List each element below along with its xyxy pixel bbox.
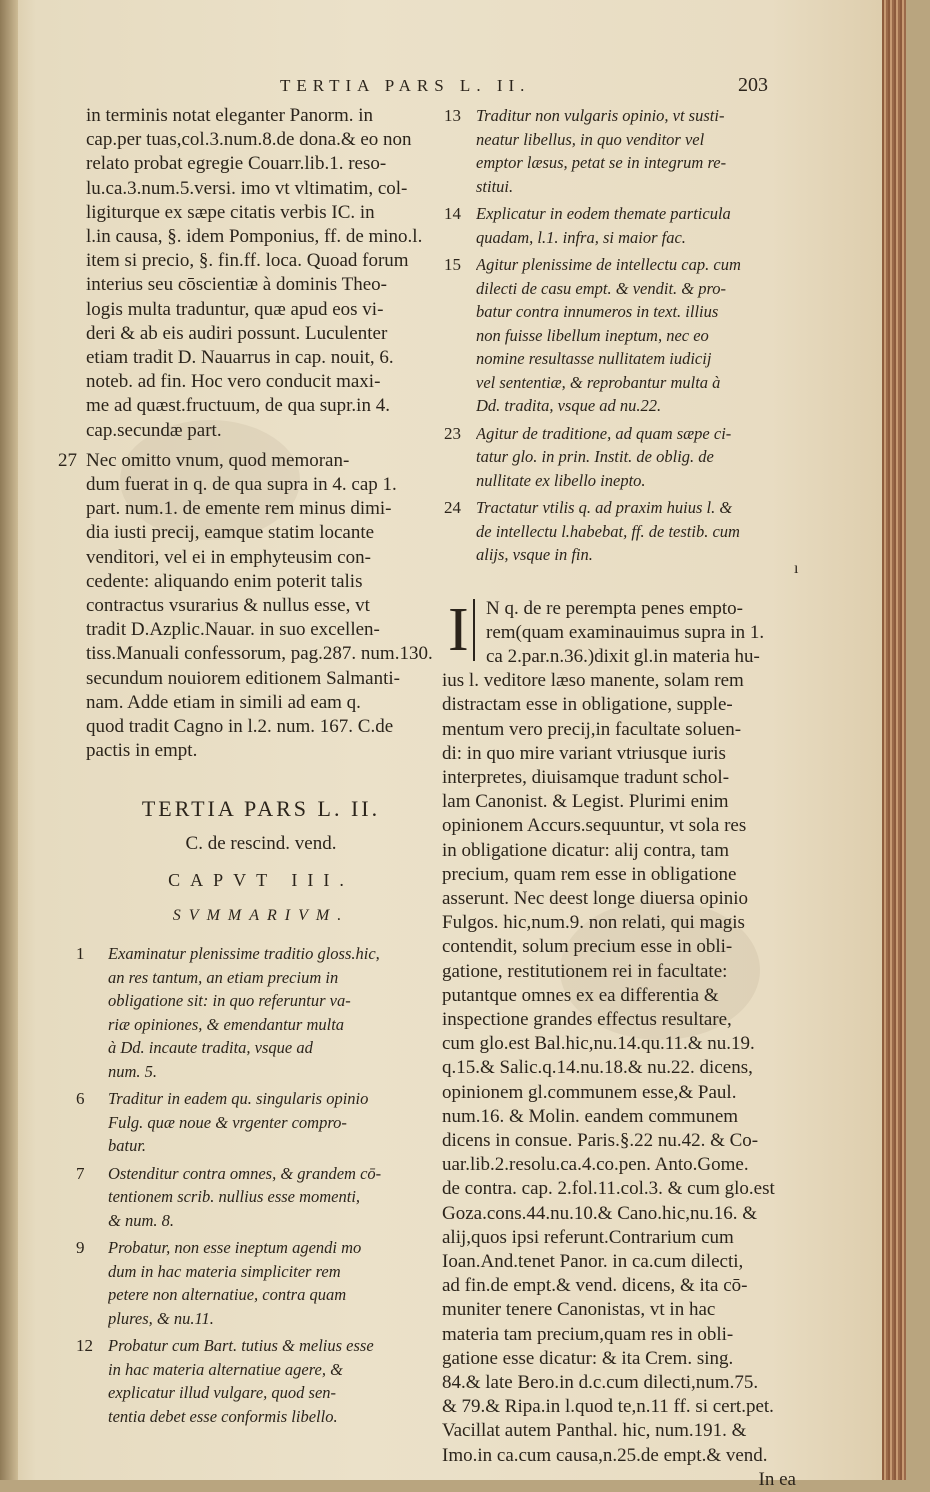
text-line: cum glo.est Bal.hic,nu.14.qu.11.& nu.19. — [442, 1032, 800, 1056]
text-line: in obligatione dicatur: alij contra, tam — [442, 839, 800, 863]
text-line: neatur libellus, in quo venditor vel — [476, 128, 800, 152]
text-line: petere non alternatiue, contra quam — [108, 1283, 436, 1307]
text-line: putantque omnes ex ea differentia & — [442, 984, 800, 1008]
summary-text — [108, 1087, 436, 1158]
summary-number: 13 — [442, 104, 476, 198]
summary-number: 9 — [74, 1236, 108, 1330]
text-line: plures, & nu.11. — [108, 1307, 436, 1331]
paragraph-27-text — [86, 449, 436, 764]
text-line: mentum vero precij,in facultate soluen- — [442, 718, 800, 742]
text-line: muniter tenere Canonistas, vt in hac — [442, 1298, 800, 1322]
text-line: ad fin.de empt.& vend. dicens, & ita cō- — [442, 1274, 800, 1298]
summary-entry — [442, 422, 800, 493]
text-line: N q. de re perempta penes empto- — [442, 597, 800, 621]
summary-number: 23 — [442, 422, 476, 493]
text-line: ca 2.par.n.36.)dixit gl.in materia hu- — [442, 645, 800, 669]
text-line: secundum nouiorem editionem Salmanti- — [86, 667, 436, 691]
text-line: Explicatur in eodem themate particula — [476, 202, 800, 226]
text-line: Fulgos. hic,num.9. non relati, qui magis — [442, 911, 800, 935]
text-line: alij,quos ipsi referunt.Contrarium cum — [442, 1226, 800, 1250]
text-line: lam Canonist. & Legist. Plurimi enim — [442, 790, 800, 814]
text-line: interpretes, diuisamque tradunt schol- — [442, 766, 800, 790]
text-line: interius seu cōscientiæ à dominis Theo- — [86, 273, 436, 297]
drop-cap: I — [448, 599, 475, 661]
text-line: tentionem scrib. nullius esse momenti, — [108, 1185, 436, 1209]
summary-entry — [442, 253, 800, 418]
summary-text — [476, 253, 800, 418]
text-line: alijs, vsque in fin. — [476, 543, 800, 567]
section-heading: TERTIA PARS L. II. — [86, 797, 436, 821]
text-line: uar.lib.2.resolu.ca.4.co.pen. Anto.Gome. — [442, 1153, 800, 1177]
text-line: opinionem gl.communem esse,& Paul. — [442, 1081, 800, 1105]
text-line: tentia debet esse conformis libello. — [108, 1405, 436, 1429]
summary-number: 7 — [74, 1162, 108, 1233]
text-line: Examinatur plenissime traditio gloss.hic, — [108, 942, 436, 966]
text-line: nomine resultasse nullitatem iudicij — [476, 347, 800, 371]
text-line: Nec omitto vnum, quod memoran- — [86, 449, 436, 473]
text-line: num.16. & Molin. eandem communem — [442, 1105, 800, 1129]
text-line: rem(quam examinauimus supra in 1. — [442, 621, 800, 645]
text-line: ius l. veditore læso manente, solam rem — [442, 669, 800, 693]
text-line: relato probat egregie Couarr.lib.1. reso- — [86, 152, 436, 176]
text-line: Ioan.And.tenet Panor. in ca.cum dilecti, — [442, 1250, 800, 1274]
text-line: Imo.in ca.cum causa,n.25.de empt.& vend. — [442, 1444, 800, 1468]
text-line: obligatione sit: in quo referuntur va- — [108, 989, 436, 1013]
text-line: in hac materia alternatiue agere, & — [108, 1358, 436, 1382]
running-title: TERTIA PARS L. II. — [280, 76, 530, 96]
page-edge — [882, 0, 906, 1480]
text-line: Goza.cons.44.nu.10.& Cano.hic,nu.16. & — [442, 1202, 800, 1226]
body-text — [442, 597, 800, 1492]
text-line: tatur glo. in prin. Instit. de oblig. de — [476, 445, 800, 469]
text-line: distractam esse in obligatione, supple- — [442, 693, 800, 717]
text-line: non fuisse libellum ineptum, nec eo — [476, 324, 800, 348]
text-line: tradit D.Azplic.Nauar. in suo excellen- — [86, 618, 436, 642]
text-line: item si precio, §. fin.ff. loca. Quoad forum — [86, 249, 436, 273]
summary-list-right — [442, 104, 800, 567]
text-line: num. 5. — [108, 1060, 436, 1084]
text-line: & 79.& Ripa.in l.quod te,n.11 ff. si cert.pet. — [442, 1395, 800, 1419]
summary-text — [476, 422, 800, 493]
summary-number: 12 — [74, 1334, 108, 1428]
summary-entry — [442, 202, 800, 249]
text-line: me ad quæst.fructuum, de qua supr.in 4. — [86, 394, 436, 418]
text-line: Agitur plenissime de intellectu cap. cum — [476, 253, 800, 277]
summary-entry — [74, 1334, 436, 1428]
margin-mark: ı — [794, 560, 798, 578]
text-line: materia tam precium,quam res in obli- — [442, 1323, 800, 1347]
text-line: 84.& late Bero.in d.c.cum dilecti,num.75. — [442, 1371, 800, 1395]
text-line: Dd. tradita, vsque ad nu.22. — [476, 394, 800, 418]
text-line: precium, quam rem esse in obligatione — [442, 863, 800, 887]
text-line: riæ opiniones, & emendantur multa — [108, 1013, 436, 1037]
text-line: inspectione grandes effectus resultare, — [442, 1008, 800, 1032]
summary-number: 14 — [442, 202, 476, 249]
text-line: vel sententiæ, & reprobantur multa à — [476, 371, 800, 395]
summary-number: 24 — [442, 496, 476, 567]
text-line: in terminis notat eleganter Panorm. in — [86, 104, 436, 128]
text-line: Ostenditur contra omnes, & grandem cō- — [108, 1162, 436, 1186]
summary-list-left — [74, 942, 436, 1428]
summary-text — [108, 1236, 436, 1330]
summary-entry — [74, 942, 436, 1083]
text-line: venditori, vel ei in emphyteusim con- — [86, 546, 436, 570]
summarium-heading: SVMMARIVM. — [86, 904, 436, 928]
page-gutter — [0, 0, 18, 1480]
text-line: stitui. — [476, 175, 800, 199]
text-line: Vacillat autem Panthal. hic, num.191. & — [442, 1419, 800, 1443]
summary-entry — [74, 1087, 436, 1158]
text-line: nam. Adde etiam in simili ad eam q. — [86, 691, 436, 715]
text-line: & num. 8. — [108, 1209, 436, 1233]
text-line: lu.ca.3.num.5.versi. imo vt vltimatim, col- — [86, 177, 436, 201]
text-line: Probatur, non esse ineptum agendi mo — [108, 1236, 436, 1260]
text-line: etiam tradit D. Nauarrus in cap. nouit, 6. — [86, 346, 436, 370]
text-line: noteb. ad fin. Hoc vero conducit maxi- — [86, 370, 436, 394]
paragraph-27 — [86, 449, 436, 764]
text-line: batur contra innumeros in text. illius — [476, 300, 800, 324]
summary-number: 1 — [74, 942, 108, 1083]
text-line: dum fuerat in q. de qua supra in 4. cap 1. — [86, 473, 436, 497]
text-line: Fulg. quæ noue & vrgenter compro- — [108, 1111, 436, 1135]
text-line: Probatur cum Bart. tutius & melius esse — [108, 1334, 436, 1358]
left-top-text — [86, 104, 436, 443]
text-line: an res tantum, an etiam precium in — [108, 966, 436, 990]
text-line: q.15.& Salic.q.14.nu.18.& nu.22. dicens, — [442, 1056, 800, 1080]
text-line: quod tradit Cagno in l.2. num. 167. C.de — [86, 715, 436, 739]
text-line: Traditur non vulgaris opinio, vt susti- — [476, 104, 800, 128]
caput-heading: CAPVT III. — [86, 868, 436, 892]
text-line: ligiturque ex sæpe citatis verbis IC. in — [86, 201, 436, 225]
text-line: di: in quo mire variant vtriusque iuris — [442, 742, 800, 766]
text-line: gatione esse dicatur: & ita Crem. sing. — [442, 1347, 800, 1371]
summary-text — [108, 942, 436, 1083]
text-line: contendit, solum precium esse in obli- — [442, 935, 800, 959]
summary-entry — [442, 496, 800, 567]
text-line: cedente: aliquando enim poterit talis — [86, 570, 436, 594]
left-column — [86, 104, 436, 1432]
summary-number: 6 — [74, 1087, 108, 1158]
summary-text — [476, 496, 800, 567]
text-line: l.in causa, §. idem Pomponius, ff. de mino.l. — [86, 225, 436, 249]
text-line: tiss.Manuali confessorum, pag.287. num.130. — [86, 642, 436, 666]
text-line: dia iusti precij, eamque statim locante — [86, 521, 436, 545]
text-line: gatione, restitutionem rei in facultate: — [442, 960, 800, 984]
text-line: logis multa traduntur, quæ apud eos vi- — [86, 298, 436, 322]
summary-number: 15 — [442, 253, 476, 418]
text-line: nullitate ex libello inepto. — [476, 469, 800, 493]
text-line: opinionem Accurs.sequuntur, vt sola res — [442, 814, 800, 838]
text-line: deri & ab eis audiri possunt. Luculenter — [86, 322, 436, 346]
text-line: explicatur illud vulgare, quod sen- — [108, 1381, 436, 1405]
text-line: Tractatur vtilis q. ad praxim huius l. & — [476, 496, 800, 520]
summary-text — [476, 104, 800, 198]
text-line: contractus vsurarius & nullus esse, vt — [86, 594, 436, 618]
summary-entry — [442, 104, 800, 198]
folio-number: 203 — [738, 74, 768, 97]
text-line: de intellectu l.habebat, ff. de testib. cum — [476, 520, 800, 544]
text-line: dilecti de casu empt. & vendit. & pro- — [476, 277, 800, 301]
text-line: à Dd. incaute tradita, vsque ad — [108, 1036, 436, 1060]
text-line: asserunt. Nec deest longe diuersa opinio — [442, 887, 800, 911]
text-line: part. num.1. de emente rem minus dimi- — [86, 497, 436, 521]
text-line: cap.per tuas,col.3.num.8.de dona.& eo non — [86, 128, 436, 152]
text-line: dicens in consue. Paris.§.22 nu.42. & Co- — [442, 1129, 800, 1153]
summary-text — [108, 1162, 436, 1233]
text-line: de contra. cap. 2.fol.11.col.3. & cum glo.est — [442, 1177, 800, 1201]
text-line: Agitur de traditione, ad quam sæpe ci- — [476, 422, 800, 446]
text-line: pactis in empt. — [86, 739, 436, 763]
text-line: emptor læsus, petat se in integrum re- — [476, 151, 800, 175]
catchword: In ea — [442, 1468, 800, 1492]
text-line: dum in hac materia simpliciter rem — [108, 1260, 436, 1284]
paragraph-number: 27 — [58, 449, 77, 473]
text-line: quadam, l.1. infra, si maior fac. — [476, 226, 800, 250]
summary-entry — [74, 1162, 436, 1233]
text-line: cap.secundæ part. — [86, 419, 436, 443]
right-column — [442, 104, 800, 1492]
body-lines — [442, 597, 800, 1468]
text-line: Traditur in eadem qu. singularis opinio — [108, 1087, 436, 1111]
summary-text — [476, 202, 800, 249]
text-line: batur. — [108, 1134, 436, 1158]
summary-entry — [74, 1236, 436, 1330]
summary-text — [108, 1334, 436, 1428]
section-subheading: C. de rescind. vend. — [86, 832, 436, 856]
